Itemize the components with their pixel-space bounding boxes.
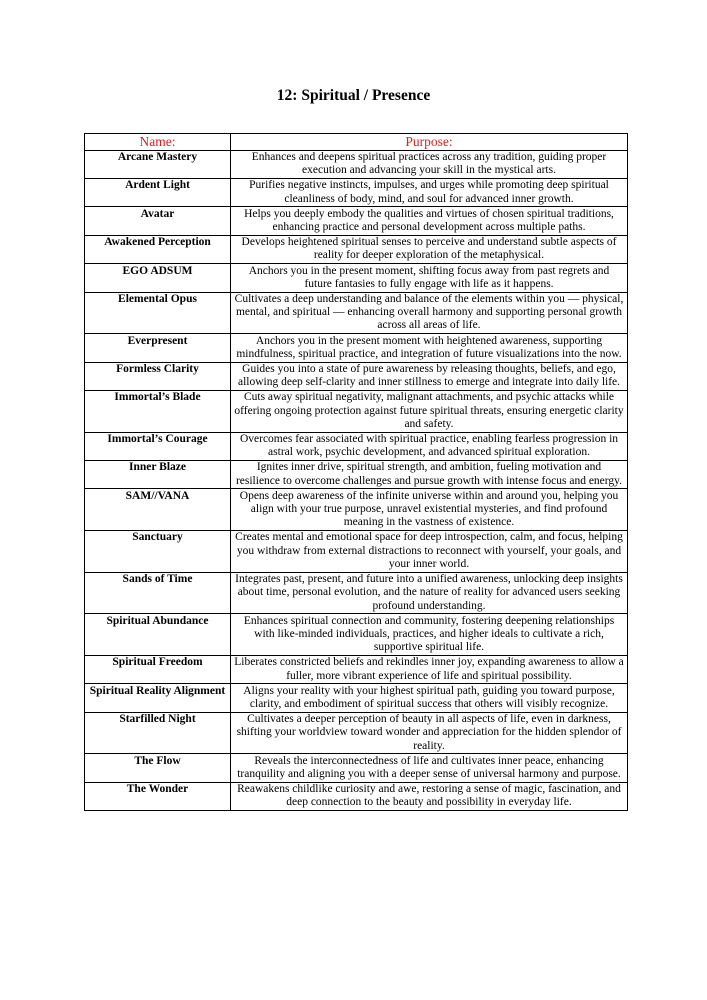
table-row <box>85 432 628 460</box>
table-row <box>85 390 628 432</box>
table-row <box>85 572 628 614</box>
ability-purpose: Liberates constricted beliefs and rekindles inner joy, expanding awareness to allow a fuller, more vibrant experience of life and spiritual possibility. <box>231 655 628 683</box>
ability-purpose: Aligns your reality with your highest spiritual path, guiding you toward purpose, clarity, and embodiment of spiritual success that others will visibly recognize. <box>231 684 628 712</box>
ability-name: The Wonder <box>85 782 231 810</box>
ability-name: Formless Clarity <box>85 362 231 390</box>
ability-name: Spiritual Freedom <box>85 655 231 683</box>
ability-purpose: Anchors you in the present moment with heightened awareness, supporting mindfulness, spiritual practice, and integration of future visualizations into the now. <box>231 334 628 362</box>
table-row <box>85 655 628 683</box>
ability-name: Spiritual Reality Alignment <box>85 684 231 712</box>
table-row <box>85 362 628 390</box>
ability-purpose: Purifies negative instincts, impulses, and urges while promoting deep spiritual cleanliness of body, mind, and soul for advanced inner growth. <box>231 178 628 206</box>
ability-purpose: Cultivates a deep understanding and balance of the elements within you — physical, mental, and spiritual — enhancing overall harmony and supporting personal growth across all areas of life. <box>231 292 628 334</box>
table-row <box>85 334 628 362</box>
ability-purpose: Overcomes fear associated with spiritual practice, enabling fearless progression in astral work, psychic development, and advanced spiritual exploration. <box>231 432 628 460</box>
table-row <box>85 614 628 656</box>
ability-name: Spiritual Abundance <box>85 614 231 656</box>
ability-name: SAM//VANA <box>85 489 231 531</box>
ability-purpose: Creates mental and emotional space for deep introspection, calm, and focus, helping you withdraw from external distractions to reconnect with yourself, your goals, and your inner world. <box>231 530 628 572</box>
table-row <box>85 264 628 292</box>
table-row <box>85 207 628 235</box>
ability-name: Avatar <box>85 207 231 235</box>
table-row <box>85 489 628 531</box>
ability-name: Immortal’s Courage <box>85 432 231 460</box>
table-row <box>85 178 628 206</box>
table-header-row <box>85 134 628 151</box>
ability-purpose: Reawakens childlike curiosity and awe, restoring a sense of magic, fascination, and deep connection to the beauty and possibility in everyday life. <box>231 782 628 810</box>
ability-name: Arcane Mastery <box>85 150 231 178</box>
ability-purpose: Develops heightened spiritual senses to perceive and understand subtle aspects of reality for deeper exploration of the metaphysical. <box>231 235 628 263</box>
page-title: 12: Spiritual / Presence <box>276 87 431 104</box>
ability-name: Elemental Opus <box>85 292 231 334</box>
ability-name: Sanctuary <box>85 530 231 572</box>
ability-name: The Flow <box>85 754 231 782</box>
table-row <box>85 292 628 334</box>
column-header-name: Name: <box>85 134 231 151</box>
ability-name: Sands of Time <box>85 572 231 614</box>
table-row <box>85 460 628 488</box>
table-row <box>85 150 628 178</box>
ability-name: Immortal’s Blade <box>85 390 231 432</box>
table-row <box>85 754 628 782</box>
ability-name: Inner Blaze <box>85 460 231 488</box>
ability-name: Awakened Perception <box>85 235 231 263</box>
ability-purpose: Ignites inner drive, spiritual strength, and ambition, fueling motivation and resilience to overcome challenges and pursue growth with intense focus and energy. <box>231 460 628 488</box>
ability-purpose: Integrates past, present, and future into a unified awareness, unlocking deep insights about time, personal evolution, and the nature of reality for advanced users seeking profound understanding. <box>231 572 628 614</box>
column-header-purpose: Purpose: <box>231 134 628 151</box>
abilities-table <box>84 133 628 811</box>
ability-name: EGO ADSUM <box>85 264 231 292</box>
ability-purpose: Opens deep awareness of the infinite universe within and around you, helping you align with your true purpose, unravel existential mysteries, and find profound meaning in the vastness of existence. <box>231 489 628 531</box>
table-row <box>85 684 628 712</box>
table-row <box>85 530 628 572</box>
ability-purpose: Guides you into a state of pure awareness by releasing thoughts, beliefs, and ego, allowing deep self-clarity and inner stillness to emerge and integrate into daily life. <box>231 362 628 390</box>
table-row <box>85 235 628 263</box>
ability-purpose: Cultivates a deeper perception of beauty in all aspects of life, even in darkness, shifting your worldview toward wonder and appreciation for the hidden splendor of reality. <box>231 712 628 754</box>
ability-purpose: Reveals the interconnectedness of life and cultivates inner peace, enhancing tranquility and aligning you with a deeper sense of universal harmony and purpose. <box>231 754 628 782</box>
ability-purpose: Enhances spiritual connection and community, fostering deepening relationships with like-minded individuals, practices, and higher ideals to cultivate a rich, supportive spiritual life. <box>231 614 628 656</box>
ability-purpose: Enhances and deepens spiritual practices across any tradition, guiding proper execution and advancing your skill in the mystical arts. <box>231 150 628 178</box>
ability-purpose: Cuts away spiritual negativity, malignant attachments, and psychic attacks while offering ongoing protection against future spiritual threats, ensuring energetic clarity and safety. <box>231 390 628 432</box>
table-row <box>85 782 628 810</box>
ability-name: Ardent Light <box>85 178 231 206</box>
ability-name: Starfilled Night <box>85 712 231 754</box>
ability-purpose: Anchors you in the present moment, shifting focus away from past regrets and future fantasies to fully engage with life as it happens. <box>231 264 628 292</box>
ability-name: Everpresent <box>85 334 231 362</box>
table-row <box>85 712 628 754</box>
ability-purpose: Helps you deeply embody the qualities and virtues of chosen spiritual traditions, enhancing practice and personal development across multiple paths. <box>231 207 628 235</box>
